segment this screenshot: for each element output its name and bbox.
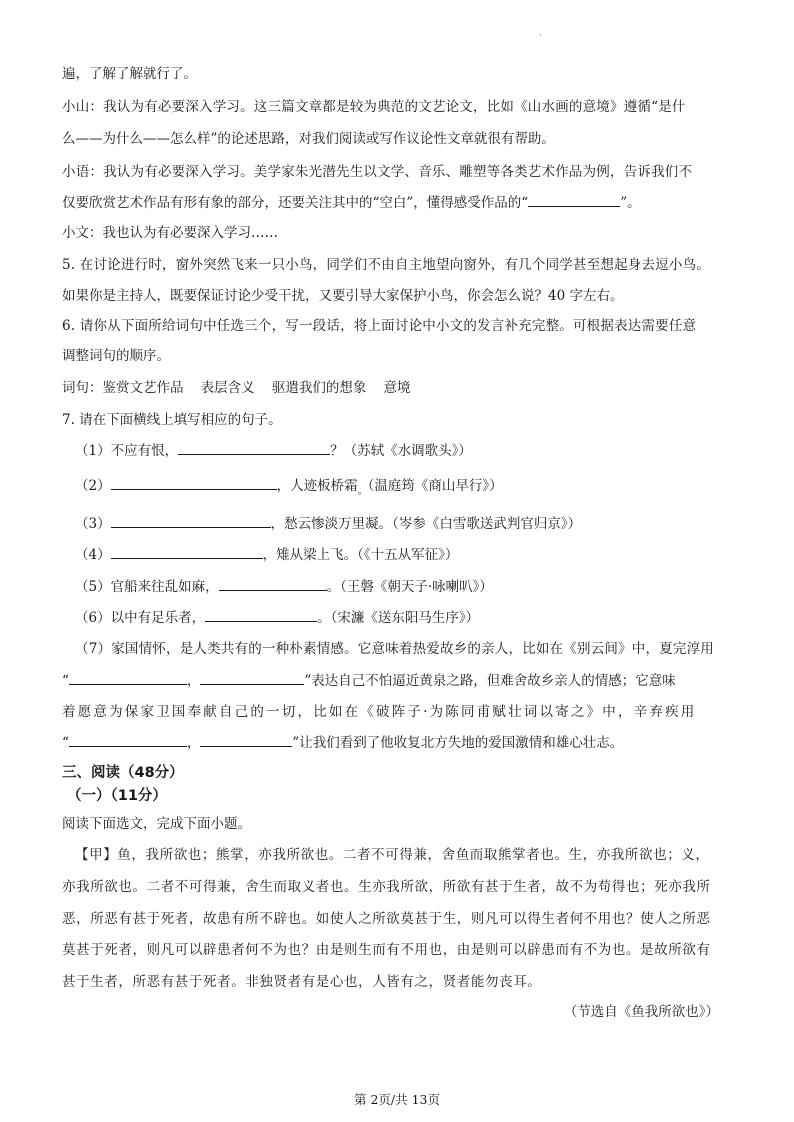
text-segment: ， <box>186 735 201 751</box>
subsection-title: （一）（11分） <box>67 788 167 804</box>
question-5: 5. 在讨论进行时，窗外突然飞来一只小鸟，同学们不由自主地望向窗外，有几个同学甚至想起身去逗小鸟。 <box>62 257 710 273</box>
text-segment: 仅要欣赏艺术作品有形有象的部分，还要关注其中的“空白”，懂得感受作品的“ <box>62 195 529 211</box>
answer-blank[interactable] <box>111 476 277 490</box>
word-list: 词句：鉴赏文艺作品 表层含义 驱遣我们的想象 意境 <box>62 380 411 396</box>
text-line: 么——为什么——怎么样”的论述思路，对我们阅读或写作议论性文章就很有帮助。 <box>62 131 555 147</box>
passage-line: 【甲】鱼，我所欲也；熊掌，亦我所欲也。二者不可得兼，舍鱼而取熊掌者也。生，亦我所欲也；义， <box>75 847 710 863</box>
answer-blank[interactable] <box>200 733 292 747</box>
passage-line: 甚于生者，所恶有甚于死者。非独贤者有是心也，人皆有之，贤者能勿丧耳。 <box>62 974 542 990</box>
text-segment: ，雉从梁上飞。（《十五从军征》） <box>262 547 459 563</box>
answer-blank[interactable] <box>69 671 187 685</box>
passage-line: 恶，所恶有甚于死者，故患有所不辟也。如使人之所欲莫甚于生，则凡可以得生者何不用也？使人之所恶 <box>62 911 711 927</box>
answer-blank[interactable] <box>178 441 330 455</box>
answer-blank[interactable] <box>205 608 317 622</box>
text-segment: 。 <box>357 486 368 497</box>
text-segment: ？（苏轼《水调歌头》） <box>330 443 472 459</box>
text-segment: “ <box>62 673 69 689</box>
text-segment: （3） <box>75 516 111 532</box>
text-segment: ，愁云惨淡万里凝。（岑参《白雪歌送武判官归京》） <box>270 516 582 532</box>
text-segment: （温庭筠《商山早行》） <box>367 478 503 494</box>
instruction: 阅读下面选文，完成下面小题。 <box>62 816 251 832</box>
text-segment: ”。 <box>620 195 641 211</box>
passage-line: 亦我所欲也。二者不可得兼，舍生而取义者也。生亦我所欲，所欲有甚于生者，故不为苟得也；死亦我所 <box>62 879 711 895</box>
text-segment: （5）官船来往乱如麻， <box>75 579 219 595</box>
fill-item-7-line: 着愿意为保家卫国奉献自己的一切，比如在《破阵子·为陈同甫赋壮词以寄之》中，辛弃疾用 <box>62 704 697 720</box>
text-line: 小山：我认为有必要深入学习。这三篇文章都是较为典范的文艺论文，比如《山水画的意境》遵循“是什 <box>62 99 686 115</box>
top-mark: · <box>539 31 542 41</box>
text-line: 调整词句的顺序。 <box>62 348 170 364</box>
text-segment: ，人迹板桥霜 <box>276 478 358 494</box>
passage-line: 莫甚于死者，则凡可以辟患者何不为也？由是则生而有不用也，由是则可以辟患而有不为也。是故所欲有 <box>62 942 711 958</box>
fill-item-7-line <box>62 671 676 691</box>
text-segment: （2） <box>75 478 111 494</box>
fill-item-2 <box>75 476 503 498</box>
section-title: 三、阅读（48分） <box>62 765 184 781</box>
answer-blank[interactable] <box>111 545 263 559</box>
answer-blank[interactable] <box>219 577 327 591</box>
answer-blank[interactable] <box>111 514 271 528</box>
page-number: 第 2页/共 13页 <box>353 1092 441 1107</box>
fill-item-4 <box>75 545 458 565</box>
fill-item-1 <box>75 441 472 461</box>
fill-item-7: （7）家国情怀，是人类共有的一种朴素情感。它意味着热爱故乡的亲人，比如在《别云间》中，夏完淳用 <box>75 641 714 657</box>
text-line: 小语：我认为有必要深入学习。美学家朱光潜先生以文学、音乐、雕塑等各类艺术作品为例，告诉我们不 <box>62 164 693 180</box>
question-6: 6. 请你从下面所给词句中任选三个，写一段话，将上面讨论中小文的发言补充完整。可根据表达需要任意 <box>62 318 697 334</box>
fill-item-5 <box>75 577 493 597</box>
fill-item-7-line <box>62 733 623 753</box>
text-segment: ”表达自己不怕逼近黄泉之路，但难舍故乡亲人的情感；它意味 <box>304 673 676 689</box>
text-line: 遍，了解了解就行了。 <box>62 66 197 82</box>
answer-blank[interactable] <box>69 733 187 747</box>
text-segment: ， <box>186 673 201 689</box>
text-segment: （4） <box>75 547 111 563</box>
text-line: 小文：我也认为有必要深入学习…… <box>62 225 278 241</box>
text-segment: （6）以中有足乐者， <box>75 610 206 626</box>
text-segment: （1）不应有恨， <box>75 443 179 459</box>
answer-blank[interactable] <box>528 193 620 207</box>
fill-item-6 <box>75 608 479 628</box>
fill-item-3 <box>75 514 581 534</box>
answer-blank[interactable] <box>200 671 304 685</box>
passage-source: （节选自《鱼我所欲也》） <box>563 1004 719 1020</box>
text-line: 如果你是主持人，既要保证讨论少受干扰，又要引导大家保护小鸟，你会怎么说？40 字左右。 <box>62 288 624 304</box>
text-segment: ”让我们看到了他收复北方失地的爱国激情和雄心壮志。 <box>292 735 624 751</box>
text-segment: 。（宋濂《送东阳马生序》） <box>317 610 480 626</box>
text-segment: “ <box>62 735 69 751</box>
text-line <box>62 193 641 213</box>
question-7: 7. 请在下面横线上填写相应的句子。 <box>62 412 282 428</box>
text-segment: 。（王磐《朝天子·咏喇叭》） <box>326 579 493 595</box>
